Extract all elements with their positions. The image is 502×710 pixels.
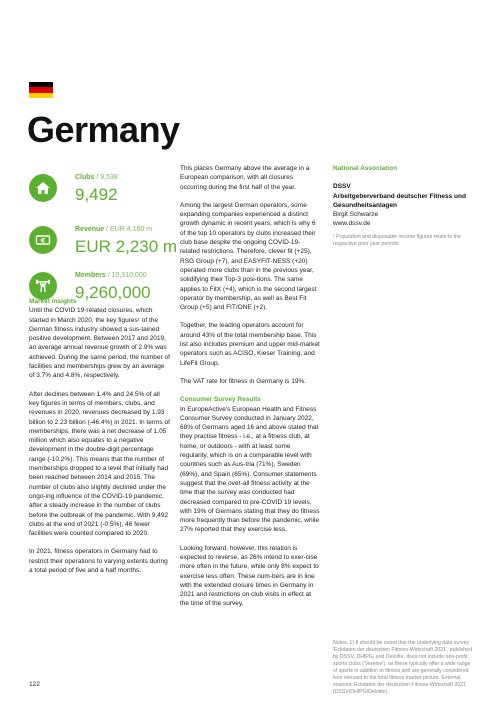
body-paragraph: The VAT rate for fitness in Germany is 19%.: [180, 377, 307, 385]
consumer-survey-paragraph: In EuropeActive's European Health and Fitness Consumer Survey conducted in January 2022, 68% of Germans aged 16 and above stated that they practise fitness - i.e., at a fitness club, at home, or outdoors - with at least some regularity, which is on a comparable level with countries such as Aus-tria (71%), Sweden (69%), and Spain (65%). Consumer statements suggest that the over-all fitness activity at the time that the survey was conducted had decreased compared to pre-COVID 19 levels, with 19% of Germans stating that they do fitness more frequently than before the pandemic, while 27% reported that they exercise less.: [180, 405, 320, 534]
market-insights-column: [29, 297, 170, 584]
association-website-link[interactable]: www.dssv.de: [333, 220, 371, 228]
association-contact: Birgit Schwarze: [333, 211, 379, 219]
notes: Notes: 1) It should be noted that the underlying data survey 'Eckdaten der deutschen Fitness-Wirtschaft 2021', published by DSSV, DHfPG, and Deloitte, does not include non-profit sports clubs ('Vereine'), as these typically offer a wide range of sports in addition to fitness and are generally considered less relevant to the total fitness market picture. External sources: Eckdaten der deutschen Fitness-Wirtschaft 2021 (DSSV/DHfPG/Deloitte).: [333, 640, 472, 695]
svg-text:€: €: [40, 236, 46, 245]
association-full-name: Arbeitgeberverband deutscher Fitness und Gesundheitsanlagen: [333, 192, 466, 209]
clubs-value: 9,492: [75, 185, 118, 204]
consumer-survey-heading: Consumer Survey Results: [180, 396, 261, 404]
members-label-key: Members: [75, 272, 106, 279]
revenue-label: [75, 226, 152, 233]
germany-flag-icon: [29, 82, 53, 98]
consumer-survey-paragraph: Looking forward, however, this relation is expected to reverse, as 26% intend to exer-cise more often in the future, while only 8% expect to exercise less often. These num-bers are in line with the extended closure times in Germany in 2021 and restrictions on club visits in effect at the time of the survey.: [180, 544, 319, 608]
body-paragraph: This places Germany above the average in a European comparison, with all closures occurring during the first half of the year.: [180, 165, 310, 191]
page-title: Germany: [27, 109, 180, 150]
middle-column: [180, 164, 320, 618]
weightlifter-icon: [29, 272, 57, 300]
members-prior-value: / 10,310,000: [107, 272, 147, 279]
national-association-column: [333, 164, 473, 248]
footnote: ¹ Population and disposable income figures relate to the respective prior year periods.: [333, 233, 462, 247]
clubs-label-key: Clubs: [75, 174, 95, 181]
flag-stripe-gold: [29, 93, 53, 98]
market-insights-paragraph: In 2021, fitness operators in Germany had to restrict their operations to varying extents during a total period of five and a half months.: [29, 548, 168, 575]
revenue-prior-value: / EUR 4,160 m: [106, 226, 153, 233]
members-label: [75, 272, 147, 279]
national-association-heading: National Association: [333, 165, 398, 172]
house-icon: [29, 174, 57, 202]
members-value: 9,260,000: [75, 283, 151, 302]
page-number: 122: [29, 681, 40, 688]
body-paragraph: Among the largest German operators, some expanding companies experienced a distinct growth dynamic in recent years, which is why 6 of the top 10 operators by clubs increased their club base despite the ongoing COVID-19-related restrictions. Therefore, clever fit (+25), RSG Group (+7), and EASYFIT-NESS (+20) operated more clubs than in the previous year, solidifying their Top-3 posi-tions. The same applies to FitX (+4), which is the second largest operator by membership, as well as Best Fit Group (+5) and FIT/ONE (+2).: [180, 201, 317, 312]
market-insights-heading: Market insights: [29, 298, 77, 305]
clubs-label: [75, 174, 118, 181]
revenue-label-key: Revenue: [75, 226, 105, 233]
euro-bill-icon: [29, 226, 57, 254]
clubs-prior-value: / 9,538: [96, 174, 118, 181]
association-short-name: DSSV: [333, 183, 351, 191]
revenue-value: EUR 2,230 m: [75, 237, 178, 256]
market-insights-paragraph: Until the COVID 19-related closures, which started in March 2020, the key figures¹ of the German fitness industry showed a sus-tained positive development. Between 2017 and 2019, an average annual revenue growth of 2.9% was achieved. During the same period, the number of facilities and memberships grew by an average of 3.7% and 4.8%, respectively.: [29, 307, 170, 380]
body-paragraph: Together, the leading operators account for around 43% of the total membership base. This list also includes premium and upper mid-market operators such as ACISO, Kieser Training, and LifeFit Group.: [180, 322, 320, 367]
market-insights-paragraph: After declines between 1.4% and 24.5% of all key figures in terms of members, clubs, and revenues in 2020, revenues decreased by 1.93 billion to 2.23 billion (-46.4%) in 2021. In terms of memberships, there was a net decrease of 1.05 million which also equates to a negative development in the double-digit percentage range (-10.2%). This means that the number of memberships dropped to a level that initially had been reached between 2014 and 2015. The number of clubs also slightly declined under the ongo-ing influence of the COVID-19 pandemic, after a steady increase in the number of clubs before the outbreak of the pandemic. With 9,492 clubs at the end of 2021 (-0.5%), 46 fewer facilities were counted compared to 2020.: [29, 390, 170, 538]
